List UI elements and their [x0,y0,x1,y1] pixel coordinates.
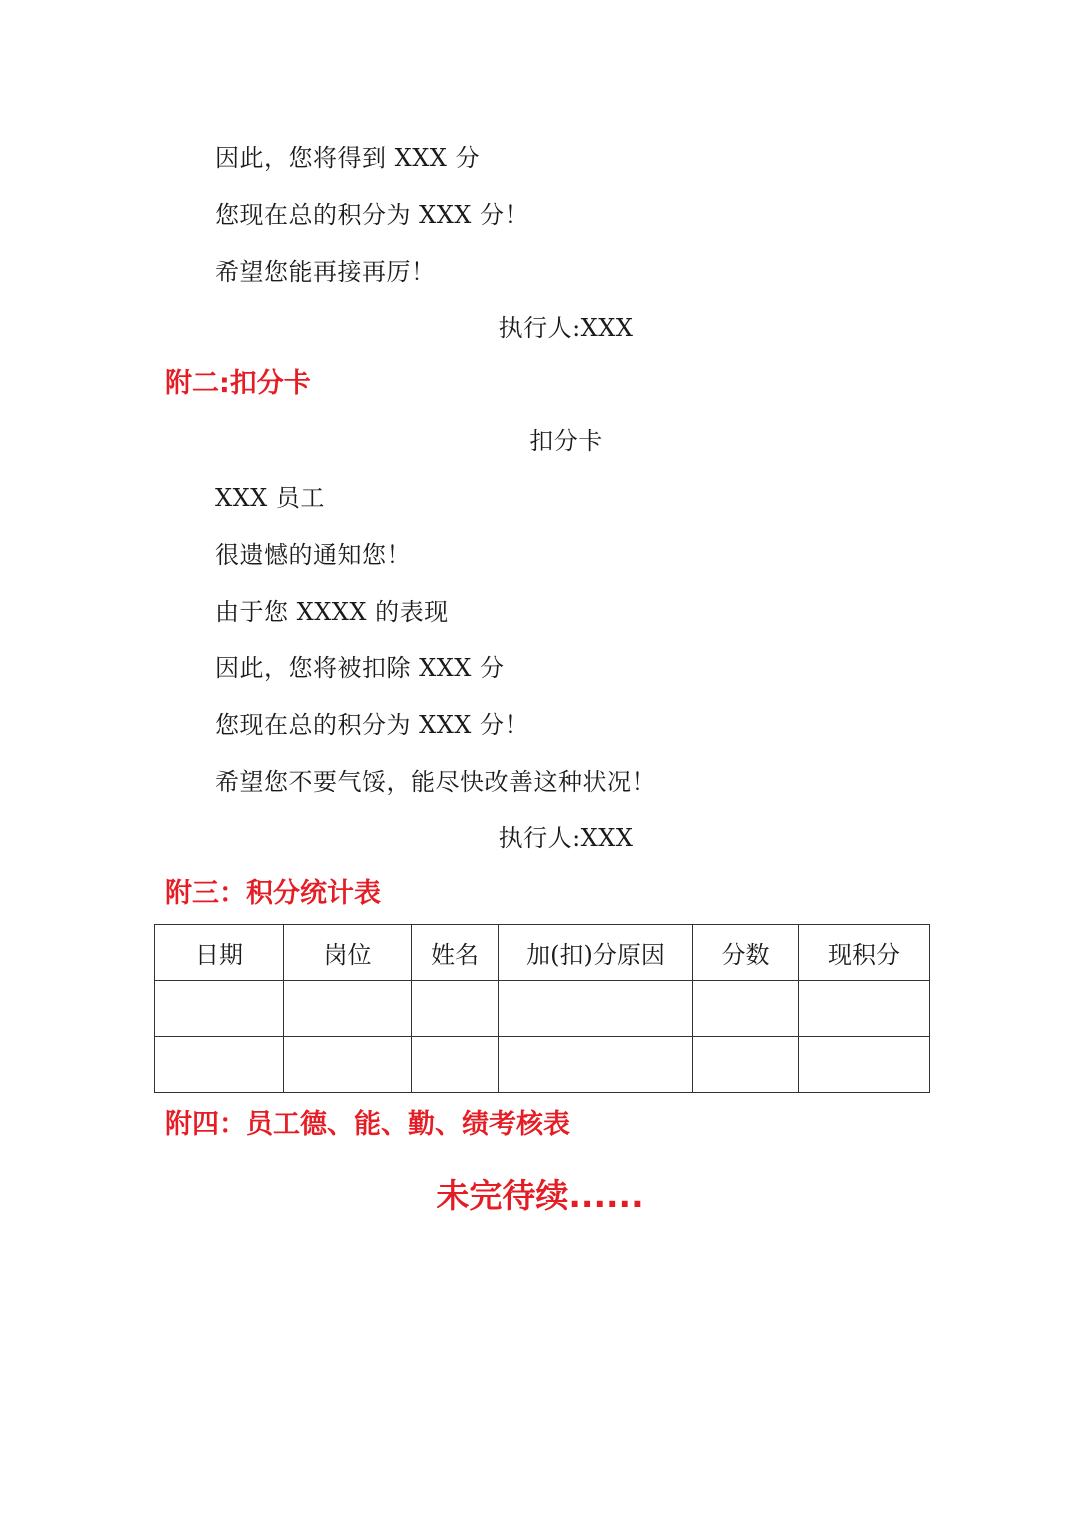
table-cell [693,1037,799,1093]
table-cell [155,981,284,1037]
table-row [155,1037,930,1093]
column-header-position: 岗位 [284,925,412,981]
reward-total-line: 您现在总的积分为 XXX 分！ [215,201,530,229]
reward-signature: 执行人:XXX [498,314,634,342]
deduction-line: 很遗憾的通知您！ [215,541,411,569]
column-header-current-points: 现积分 [799,925,930,981]
table-cell [284,981,412,1037]
table-cell [499,981,693,1037]
deduction-card-title: 扣分卡 [529,427,603,455]
deduction-line: 您现在总的积分为 XXX 分！ [215,711,530,739]
deduction-line: XXX 员工 [215,484,325,512]
table-cell [412,1037,499,1093]
appendix4-heading: 附四：员工德、能、勤、绩考核表 [165,1109,570,1140]
deduction-line: 由于您 XXXX 的表现 [215,598,449,626]
to-be-continued-text: 未完待续...... [436,1176,644,1215]
table-row [155,981,930,1037]
appendix2-heading: 附二:扣分卡 [165,368,311,399]
deduction-line: 因此，您将被扣除 XXX 分 [215,654,505,682]
table-cell [284,1037,412,1093]
table-cell [799,1037,930,1093]
column-header-reason: 加(扣)分原因 [499,925,693,981]
table-cell [693,981,799,1037]
reward-result-line: 因此，您将得到 XXX 分 [215,144,481,172]
deduction-line: 希望您不要气馁，能尽快改善这种状况！ [215,768,656,796]
table-cell [499,1037,693,1093]
column-header-name: 姓名 [412,925,499,981]
table-cell [412,981,499,1037]
table-cell [799,981,930,1037]
table-header-row [155,925,930,981]
column-header-date: 日期 [155,925,284,981]
deduction-signature: 执行人:XXX [498,824,634,852]
appendix3-heading: 附三：积分统计表 [165,878,381,909]
reward-encourage-line: 希望您能再接再厉！ [215,258,436,286]
score-statistics-table [154,924,930,1093]
column-header-score: 分数 [693,925,799,981]
table-cell [155,1037,284,1093]
